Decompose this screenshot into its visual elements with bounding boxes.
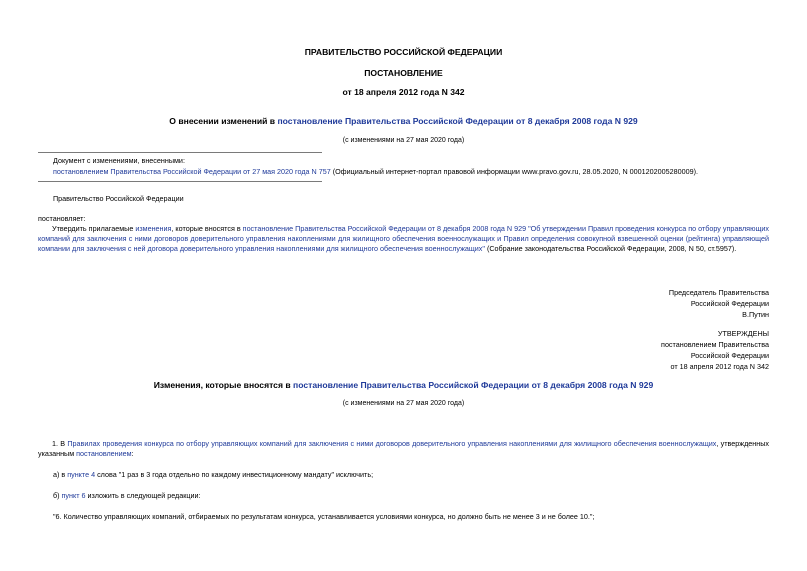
changes-source: (Официальный интернет-портал правовой информации www.pravo.gov.ru, 28.05.2020, N 0001202005280009). <box>330 167 698 176</box>
point-4-link[interactable]: пункте 4 <box>67 470 96 479</box>
amended-note: (с изменениями на 27 мая 2020 года) <box>342 137 465 144</box>
item-a-text: слова "1 раз в 3 года отдельно по каждому инвестиционному мандату" исключить; <box>95 470 374 479</box>
item-b <box>53 491 201 500</box>
title-link[interactable]: постановление Правительства Российской Федерации от 8 декабря 2008 года N 929 <box>277 116 638 126</box>
government-heading: ПРАВИТЕЛЬСТВО РОССИЙСКОЙ ФЕДЕРАЦИИ <box>304 47 503 57</box>
section-amended-note: (с изменениями на 27 мая 2020 года) <box>342 400 465 407</box>
p1-text-b: , которые вносятся в <box>171 224 243 233</box>
changes-link[interactable]: изменения <box>135 224 172 233</box>
item1-text-b: , утвержденных указанным <box>38 439 769 459</box>
signature-org: Российской Федерации <box>690 299 769 308</box>
approved-org: Российской Федерации <box>690 351 769 360</box>
signature-title: Председатель Правительства <box>668 288 769 297</box>
decree-link[interactable]: постановлением <box>76 449 132 459</box>
item1-text-c: : <box>131 449 134 459</box>
section-title <box>0 380 807 391</box>
item-b-text: изложить в следующей редакции: <box>85 491 201 500</box>
approved-by: постановлением Правительства <box>661 340 769 349</box>
approval-block <box>661 328 769 372</box>
quoted-point-6: "6. Количество управляющих компаний, отбираемых по результатам конкурса, устанавливается условиями конкурса, но должно быть не менее 3 и не более 10."; <box>53 512 595 521</box>
point-6-link[interactable]: пункт 6 <box>61 491 86 500</box>
section-title-text: Изменения, которые вносятся в <box>153 380 294 390</box>
item-a <box>53 470 373 479</box>
changes-line <box>53 167 783 176</box>
document-date: от 18 апреля 2012 года N 342 <box>342 87 465 97</box>
item-b-prefix: б) <box>53 491 62 500</box>
bottom-divider <box>38 181 322 182</box>
document-title <box>0 116 807 127</box>
top-divider <box>38 152 322 153</box>
amending-decree-link[interactable]: постановлением Правительства Российской Федерации от 27 мая 2020 года N 757 <box>53 167 331 176</box>
title-text: О внесении изменений в <box>169 116 278 126</box>
rules-link[interactable]: Правилах проведения конкурса по отбору управляющих компаний для заключения с ними договоров доверительного управления накоплениями для жилищного обеспечения военнослужащих <box>67 439 717 448</box>
signature-name: В.Путин <box>742 310 769 319</box>
item1-text-a: 1. В <box>52 439 68 448</box>
government-line: Правительство Российской Федерации <box>53 194 184 203</box>
document-type: ПОСТАНОВЛЕНИЕ <box>364 68 443 78</box>
decree-929-link[interactable]: постановление Правительства Российской Федерации от 8 декабря 2008 года N 929 "Об утверждении Правил проведения конкурса по отбору управляющих компаний для заключения с ними договоров доверительного управления накоплениями для жилищного обеспечения военнослужащих и Правил определения совокупной взвешенной оценки (рейтинга) управляющей компании для заключения с ней договора доверительного управления накоплениями для жилищного обеспечения военнослужащих" <box>38 224 769 254</box>
decrees-word: постановляет: <box>38 214 86 223</box>
changes-note <box>53 156 783 176</box>
section-title-link[interactable]: постановление Правительства Российской Федерации от 8 декабря 2008 года N 929 <box>293 380 654 390</box>
main-paragraph <box>38 224 769 255</box>
changes-intro: Документ с изменениями, внесенными: <box>53 156 185 165</box>
p1-text-c: (Собрание законодательства Российской Федерации, 2008, N 50, ст.5957). <box>484 244 737 254</box>
approved-date: от 18 апреля 2012 года N 342 <box>670 362 769 371</box>
approved-label: УТВЕРЖДЕНЫ <box>717 329 769 338</box>
p1-text-a: Утвердить прилагаемые <box>52 224 136 233</box>
signature-block <box>669 287 769 320</box>
item-a-prefix: а) в <box>53 470 68 479</box>
item-1 <box>38 439 769 459</box>
